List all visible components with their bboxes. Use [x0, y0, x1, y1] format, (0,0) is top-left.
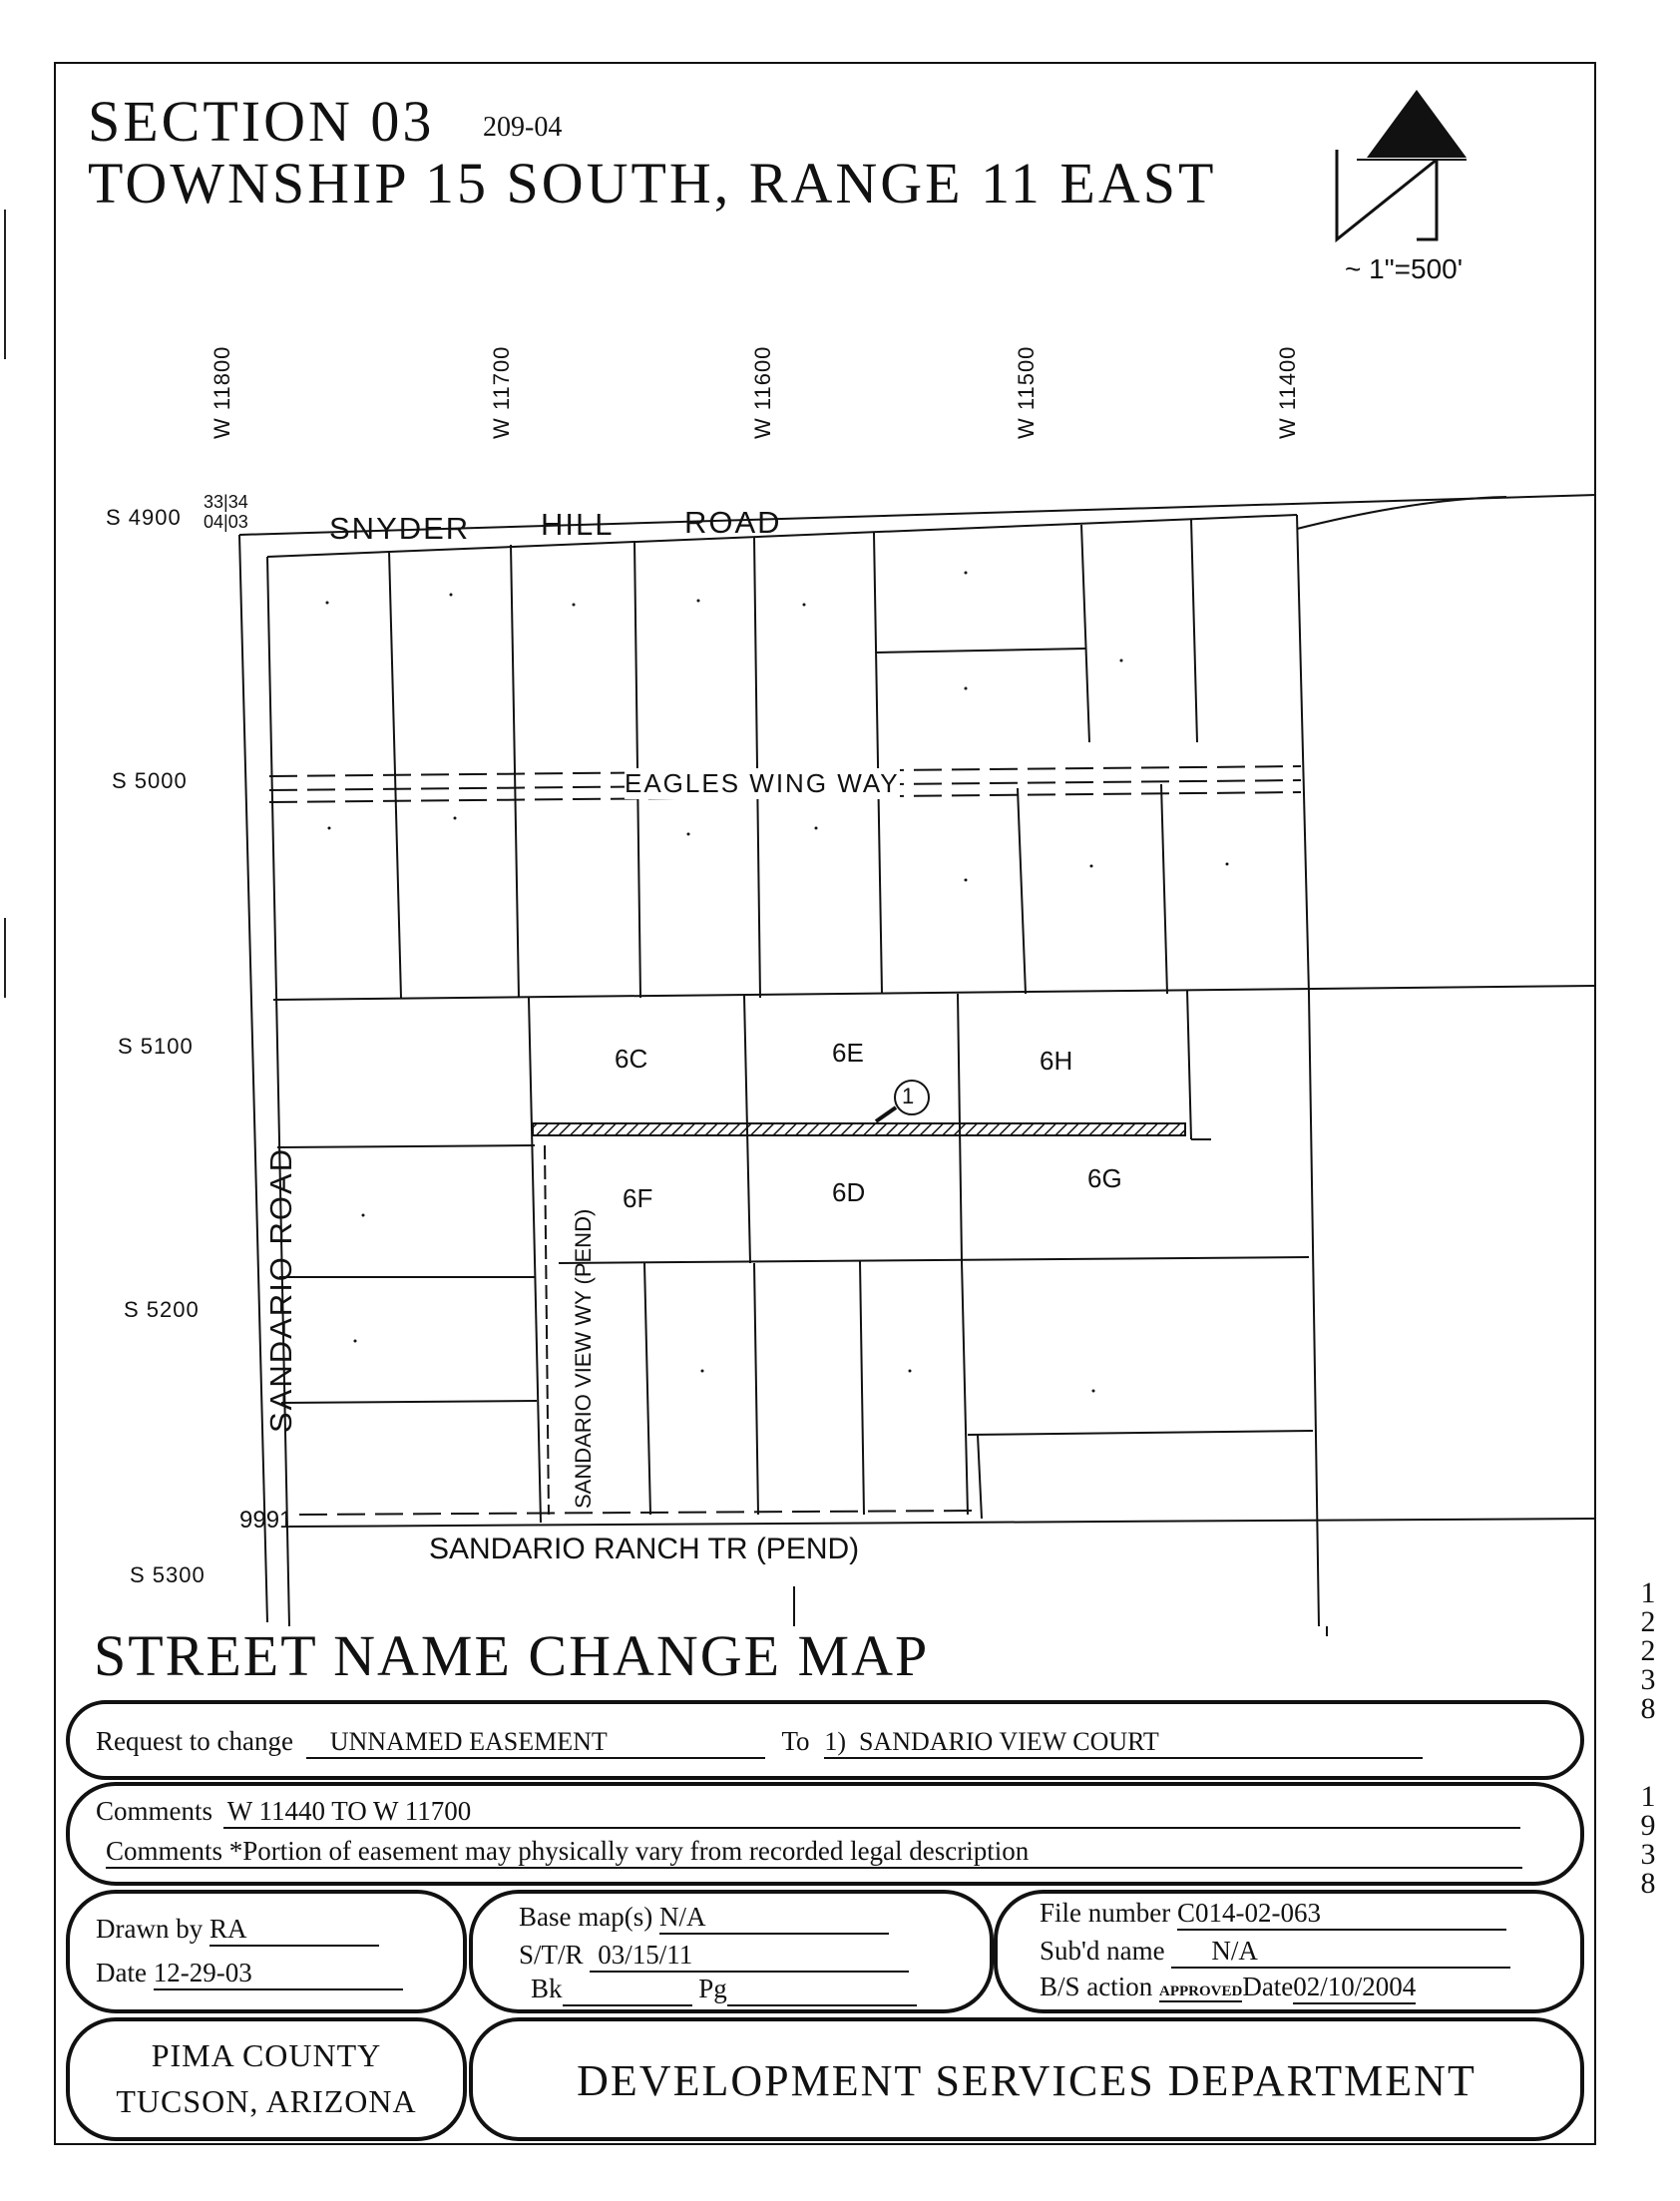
- county-box: [66, 2017, 467, 2141]
- grid-y-label: S 5100: [118, 1034, 194, 1059]
- str-label: S/T/R: [519, 1940, 584, 1970]
- margin-digit: 8: [1640, 1867, 1656, 1900]
- pg-field: [727, 1974, 917, 2006]
- township-title: TOWNSHIP 15 SOUTH, RANGE 11 EAST: [88, 151, 1217, 216]
- grid-x-label: W 11700: [489, 345, 514, 439]
- subd-field: [1171, 1936, 1510, 1969]
- bk-label: Bk: [531, 1974, 563, 2003]
- city-name: TUCSON, ARIZONA: [116, 2083, 417, 2119]
- department-box: [469, 2017, 1584, 2141]
- request-from-field: [306, 1726, 765, 1759]
- date-field: [154, 1958, 403, 1990]
- grid-x-label: W 11400: [1275, 345, 1300, 439]
- bs-action-value: APPROVED: [1159, 1983, 1242, 2002]
- margin-digit: 2: [1640, 1634, 1656, 1667]
- comments-field-2: [106, 1836, 1522, 1869]
- comments-field-1: [223, 1796, 1520, 1829]
- bs-date-value: 02/10/2004: [1293, 1972, 1416, 2004]
- comments-value-2: *Portion of easement may physically vary from recorded legal description: [228, 1836, 1030, 1866]
- map-title: STREET NAME CHANGE MAP: [94, 1623, 930, 1688]
- county-name: PIMA COUNTY: [151, 2037, 382, 2073]
- drawn-by-field: [210, 1914, 379, 1947]
- grid-x-label: W 11600: [750, 345, 775, 439]
- bk-field: [563, 1974, 692, 2006]
- grid-x-label: W 11500: [1014, 345, 1039, 439]
- road-label-sandario-ranch: SANDARIO RANCH TR (PEND): [429, 1533, 860, 1565]
- scale-label: ~ 1"=500': [1345, 253, 1464, 284]
- grid-y-label: S 5200: [124, 1297, 200, 1322]
- section-corner-bottom: 04|03: [204, 512, 248, 532]
- lot-label: 6E: [832, 1038, 864, 1068]
- grid-y-label: S 4900: [106, 505, 182, 530]
- section-corner-top: 33|34: [204, 492, 248, 512]
- date-value: 12-29-03: [153, 1958, 252, 1987]
- grid-x-label: W 11800: [210, 345, 234, 439]
- comments-label-2: Comments: [106, 1836, 223, 1866]
- file-number-box: [994, 1890, 1584, 2013]
- str-value: 03/15/11: [598, 1940, 693, 1970]
- road-number-9991: 9991: [239, 1507, 293, 1534]
- road-label-sandario-view: SANDARIO VIEW WY (PEND): [571, 1208, 596, 1509]
- comments-label: Comments: [96, 1796, 213, 1826]
- road-label-hill: HILL: [541, 507, 615, 542]
- subd-label: Sub'd name: [1040, 1936, 1165, 1966]
- pg-label: Pg: [698, 1974, 727, 2003]
- grid-y-label: S 5000: [112, 768, 188, 793]
- lot-label: 6H: [1040, 1046, 1073, 1076]
- map-code: 209-04: [483, 112, 563, 143]
- request-to-label: To: [781, 1726, 810, 1756]
- callout-number: 1: [902, 1084, 915, 1108]
- grid-y-label: S 5300: [130, 1562, 206, 1587]
- base-map-field: [659, 1902, 889, 1935]
- drawn-by-label: Drawn by: [96, 1914, 204, 1944]
- margin-number-2: [1636, 1782, 1660, 1898]
- road-label-sandario: SANDARIO ROAD: [263, 1146, 298, 1433]
- drawn-by-value: RA: [209, 1914, 247, 1944]
- department-name: DEVELOPMENT SERVICES DEPARTMENT: [577, 2056, 1476, 2105]
- file-number-value: C014-02-063: [1176, 1898, 1321, 1928]
- margin-digit: 9: [1640, 1809, 1656, 1842]
- comments-box: [66, 1782, 1584, 1886]
- bs-date-label: Date: [1242, 1972, 1294, 2001]
- request-label: Request to change: [96, 1726, 293, 1756]
- file-number-field: [1177, 1898, 1506, 1931]
- road-label-road: ROAD: [684, 505, 782, 540]
- comments-value-1: W 11440 TO W 11700: [226, 1796, 472, 1826]
- margin-digit: 1: [1640, 1780, 1656, 1813]
- base-map-label: Base map(s): [519, 1902, 653, 1932]
- file-number-label: File number: [1040, 1898, 1171, 1928]
- scan-mark: [4, 210, 6, 359]
- margin-digit: 3: [1640, 1663, 1656, 1696]
- drawn-by-box: [66, 1890, 467, 2013]
- road-label-eagles-wing: EAGLES WING WAY: [625, 768, 900, 798]
- section-title: SECTION 03: [88, 89, 435, 154]
- bs-action-label: B/S action: [1040, 1972, 1153, 2001]
- request-from-value: UNNAMED EASEMENT: [329, 1727, 608, 1756]
- base-map-box: [469, 1890, 994, 2013]
- margin-digit: 8: [1640, 1692, 1656, 1725]
- lot-label: 6D: [832, 1177, 866, 1207]
- scan-mark: [4, 918, 6, 998]
- lot-label: 6F: [623, 1183, 653, 1213]
- base-map-value: N/A: [658, 1902, 706, 1932]
- str-field: [590, 1940, 909, 1973]
- margin-number-1: [1636, 1578, 1660, 1723]
- request-to-field: [824, 1726, 1423, 1759]
- margin-digit: 1: [1640, 1576, 1656, 1609]
- request-box: [66, 1700, 1584, 1780]
- margin-digit: 3: [1640, 1838, 1656, 1871]
- margin-digit: 2: [1640, 1605, 1656, 1638]
- subd-value: N/A: [1211, 1936, 1258, 1966]
- lot-label: 6C: [615, 1044, 648, 1074]
- request-to-value: 1) SANDARIO VIEW COURT: [824, 1727, 1159, 1756]
- date-label: Date: [96, 1958, 147, 1987]
- road-label-snyder: SNYDER: [329, 511, 471, 546]
- lot-label: 6G: [1087, 1163, 1122, 1193]
